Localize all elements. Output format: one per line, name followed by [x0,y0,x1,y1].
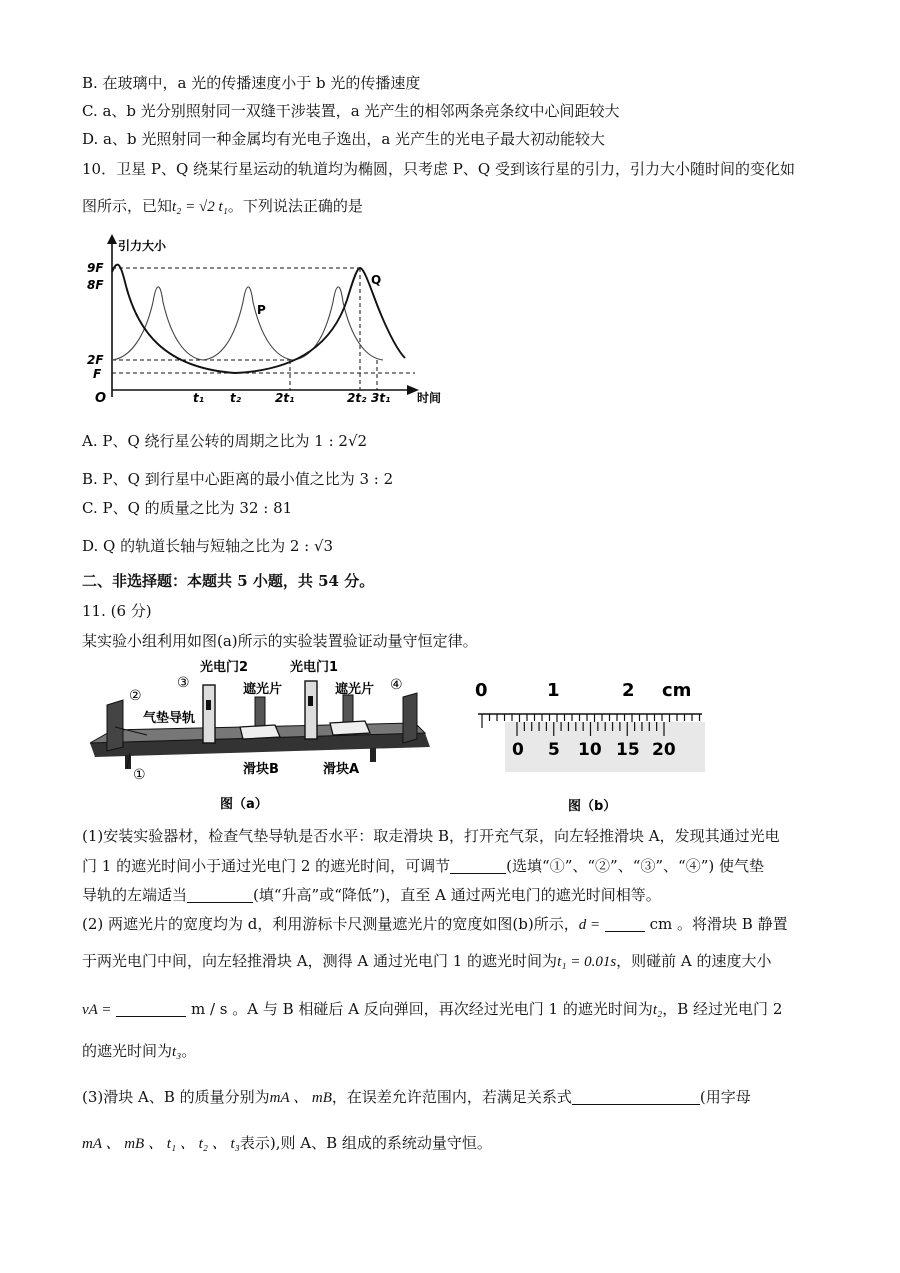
curve-q [112,265,405,373]
q11-number: 11. (6 分) [82,602,152,620]
graph-y-arrow [107,234,117,244]
p3-line2 [82,1132,492,1155]
p2-line1-text: (2) 两遮光片的宽度均为 d，利用游标卡尺测量遮光片的宽度如图(b)所示， [82,915,579,933]
slider-b [240,725,280,739]
p2-line4 [82,1040,196,1063]
ytick-9f: 9F [87,261,104,275]
photogate-2 [203,685,215,743]
p1-line1: (1)安装实验器材，检查气垫导轨是否水平：取走滑块 B，打开充气泵，向左轻推滑块 A，发现其通过光电 [82,827,780,845]
option-9b: B. 在玻璃中，a 光的传播速度小于 b 光的传播速度 [82,74,421,92]
p2-line3-rest: ，B 经过光电门 2 [662,1000,783,1018]
label-gate1: 光电门1 [290,660,339,675]
q10-stem-suffix: 。下列说法正确的是 [227,197,363,215]
label-track: 气垫导轨 [143,711,196,726]
vernier-label-20: 20 [652,740,676,760]
option-10d: D. Q 的轨道长轴与短轴之比为 2 : √3 [82,537,334,555]
xtick-2t2: 2t₂ [347,391,367,405]
curve-label-q: Q [371,273,382,287]
p3-line1 [82,1086,751,1109]
answer-blank-d[interactable] [605,915,645,932]
figure-a-apparatus [85,655,435,810]
label-slider-b: 滑块B [243,762,279,777]
p3-line1-end: (用字母 [699,1088,751,1106]
va-equation: vA = [82,1002,112,1018]
p2-line3-text: m / s 。A 与 B 相碰后 A 反向弹回，再次经过光电门 1 的遮光时间为 [190,1000,653,1018]
photogate-1 [305,681,317,739]
p2-line2 [82,950,772,973]
ytick-f: F [93,367,102,381]
q10-formula: t₂ = √2 t₁ [172,199,228,215]
option-9c: C. a、b 光分别照射同一双缝干涉装置，a 光产生的相邻两条亮条纹中心间距较大 [82,102,620,120]
mass-symbols: mA 、 mB [269,1090,332,1106]
q10-stem-line1: 10．卫星 P、Q 绕某行星运动的轨道均为椭圆，只考虑 P、Q 受到该行星的引力，引力大小随时间的变化如 [82,160,795,178]
graph-xlabel: 时间 [417,391,442,405]
p1-line2 [82,855,764,877]
p1-line3 [82,884,661,906]
vernier-label-15: 15 [616,740,640,760]
right-end-stand [403,693,417,743]
figure-a-caption: 图（a） [220,797,268,810]
label-n1: ① [133,767,146,783]
vernier-label-0: 0 [512,740,524,760]
t1-equation: t₁ = 0.01s [557,954,617,970]
p3-line1-mid: ，在误差允许范围内，若满足关系式 [331,1088,572,1106]
p2-line4-end: 。 [181,1042,197,1060]
p3-line1-text: (3)滑块 A、B 的质量分别为 [82,1088,270,1106]
ytick-8f: 8F [87,278,104,292]
curve-label-p: P [257,303,266,317]
label-shutter-b: 遮光片 [243,682,283,697]
t2-symbol: t₂ [652,1002,663,1018]
ytick-2f: 2F [87,353,104,367]
variable-symbols: mA 、 mB 、 t₁ 、 t₂ 、 t₃ [82,1136,240,1152]
xtick-2t1: 2t₁ [275,391,295,405]
p2-line4-text: 的遮光时间为 [82,1042,173,1060]
p1-line3-text: 导轨的左端适当 [82,886,188,904]
xtick-t1: t₁ [193,391,204,405]
graph-ylabel: 引力大小 [118,239,167,253]
label-n4: ④ [390,677,403,693]
section2-heading: 二、非选择题：本题共 5 小题，共 54 分。 [82,572,375,590]
shutter-b [255,697,265,727]
q10-stem-prefix: 图所示，已知 [82,197,173,215]
slider-a [330,721,370,735]
answer-blank-knob[interactable] [450,857,506,874]
label-n2: ② [129,688,142,704]
answer-blank-va[interactable] [116,1000,186,1017]
p2-line1-rest: cm 。将滑块 B 静置 [649,915,788,933]
p2-line3 [82,998,782,1021]
p3-line2-rest: 表示),则 A、B 组成的系统动量守恒。 [239,1134,492,1152]
curve-p [112,287,383,360]
answer-blank-relation[interactable] [572,1088,700,1105]
track-leg-right [370,748,376,762]
main-label-2: 2 [622,680,635,701]
p2-line1 [82,913,788,936]
xtick-t2: t₂ [230,391,241,405]
d-equation: d = [578,917,601,933]
label-gate2: 光电门2 [200,660,249,675]
label-shutter-a: 遮光片 [335,682,375,697]
q11-intro: 某实验小组利用如图(a)所示的实验装置验证动量守恒定律。 [82,632,478,650]
answer-blank-adjust[interactable] [187,886,253,903]
p1-line2-choices: (选填“①”、“②”、“③”、“④”) 使气垫 [506,857,764,875]
vernier-label-10: 10 [578,740,602,760]
main-label-0: 0 [475,680,488,701]
force-time-graph [85,232,455,410]
figure-b-vernier [470,672,710,812]
xtick-3t1: 3t₁ [371,391,391,405]
p1-line2-text: 门 1 的遮光时间小于通过光电门 2 的遮光时间，可调节 [82,857,451,875]
t3-symbol: t₃ [172,1044,182,1060]
label-slider-a: 滑块A [323,762,360,777]
p1-line3-rest: (填“升高”或“降低”)，直至 A 通过两光电门的遮光时间相等。 [253,886,661,904]
vernier-label-5: 5 [548,740,560,760]
option-10a: A. P、Q 绕行星公转的周期之比为 1 : 2√2 [82,432,368,450]
label-n3: ③ [177,675,190,691]
main-unit: cm [662,680,692,701]
left-end-stand [107,700,123,751]
p2-line2-rest: ，则碰前 A 的速度大小 [616,952,772,970]
shutter-a [343,695,353,725]
q10-stem-line2 [82,195,363,218]
option-9d: D. a、b 光照射同一种金属均有光电子逸出，a 光产生的光电子最大初动能较大 [82,130,606,148]
option-10c: C. P、Q 的质量之比为 32 : 81 [82,499,293,517]
graph-origin: O [95,391,107,406]
figure-b-caption: 图（b） [568,799,617,812]
option-10b: B. P、Q 到行星中心距离的最小值之比为 3 : 2 [82,470,394,488]
main-label-1: 1 [547,680,560,701]
p2-line2-text: 于两光电门中间，向左轻推滑块 A，测得 A 通过光电门 1 的遮光时间为 [82,952,558,970]
